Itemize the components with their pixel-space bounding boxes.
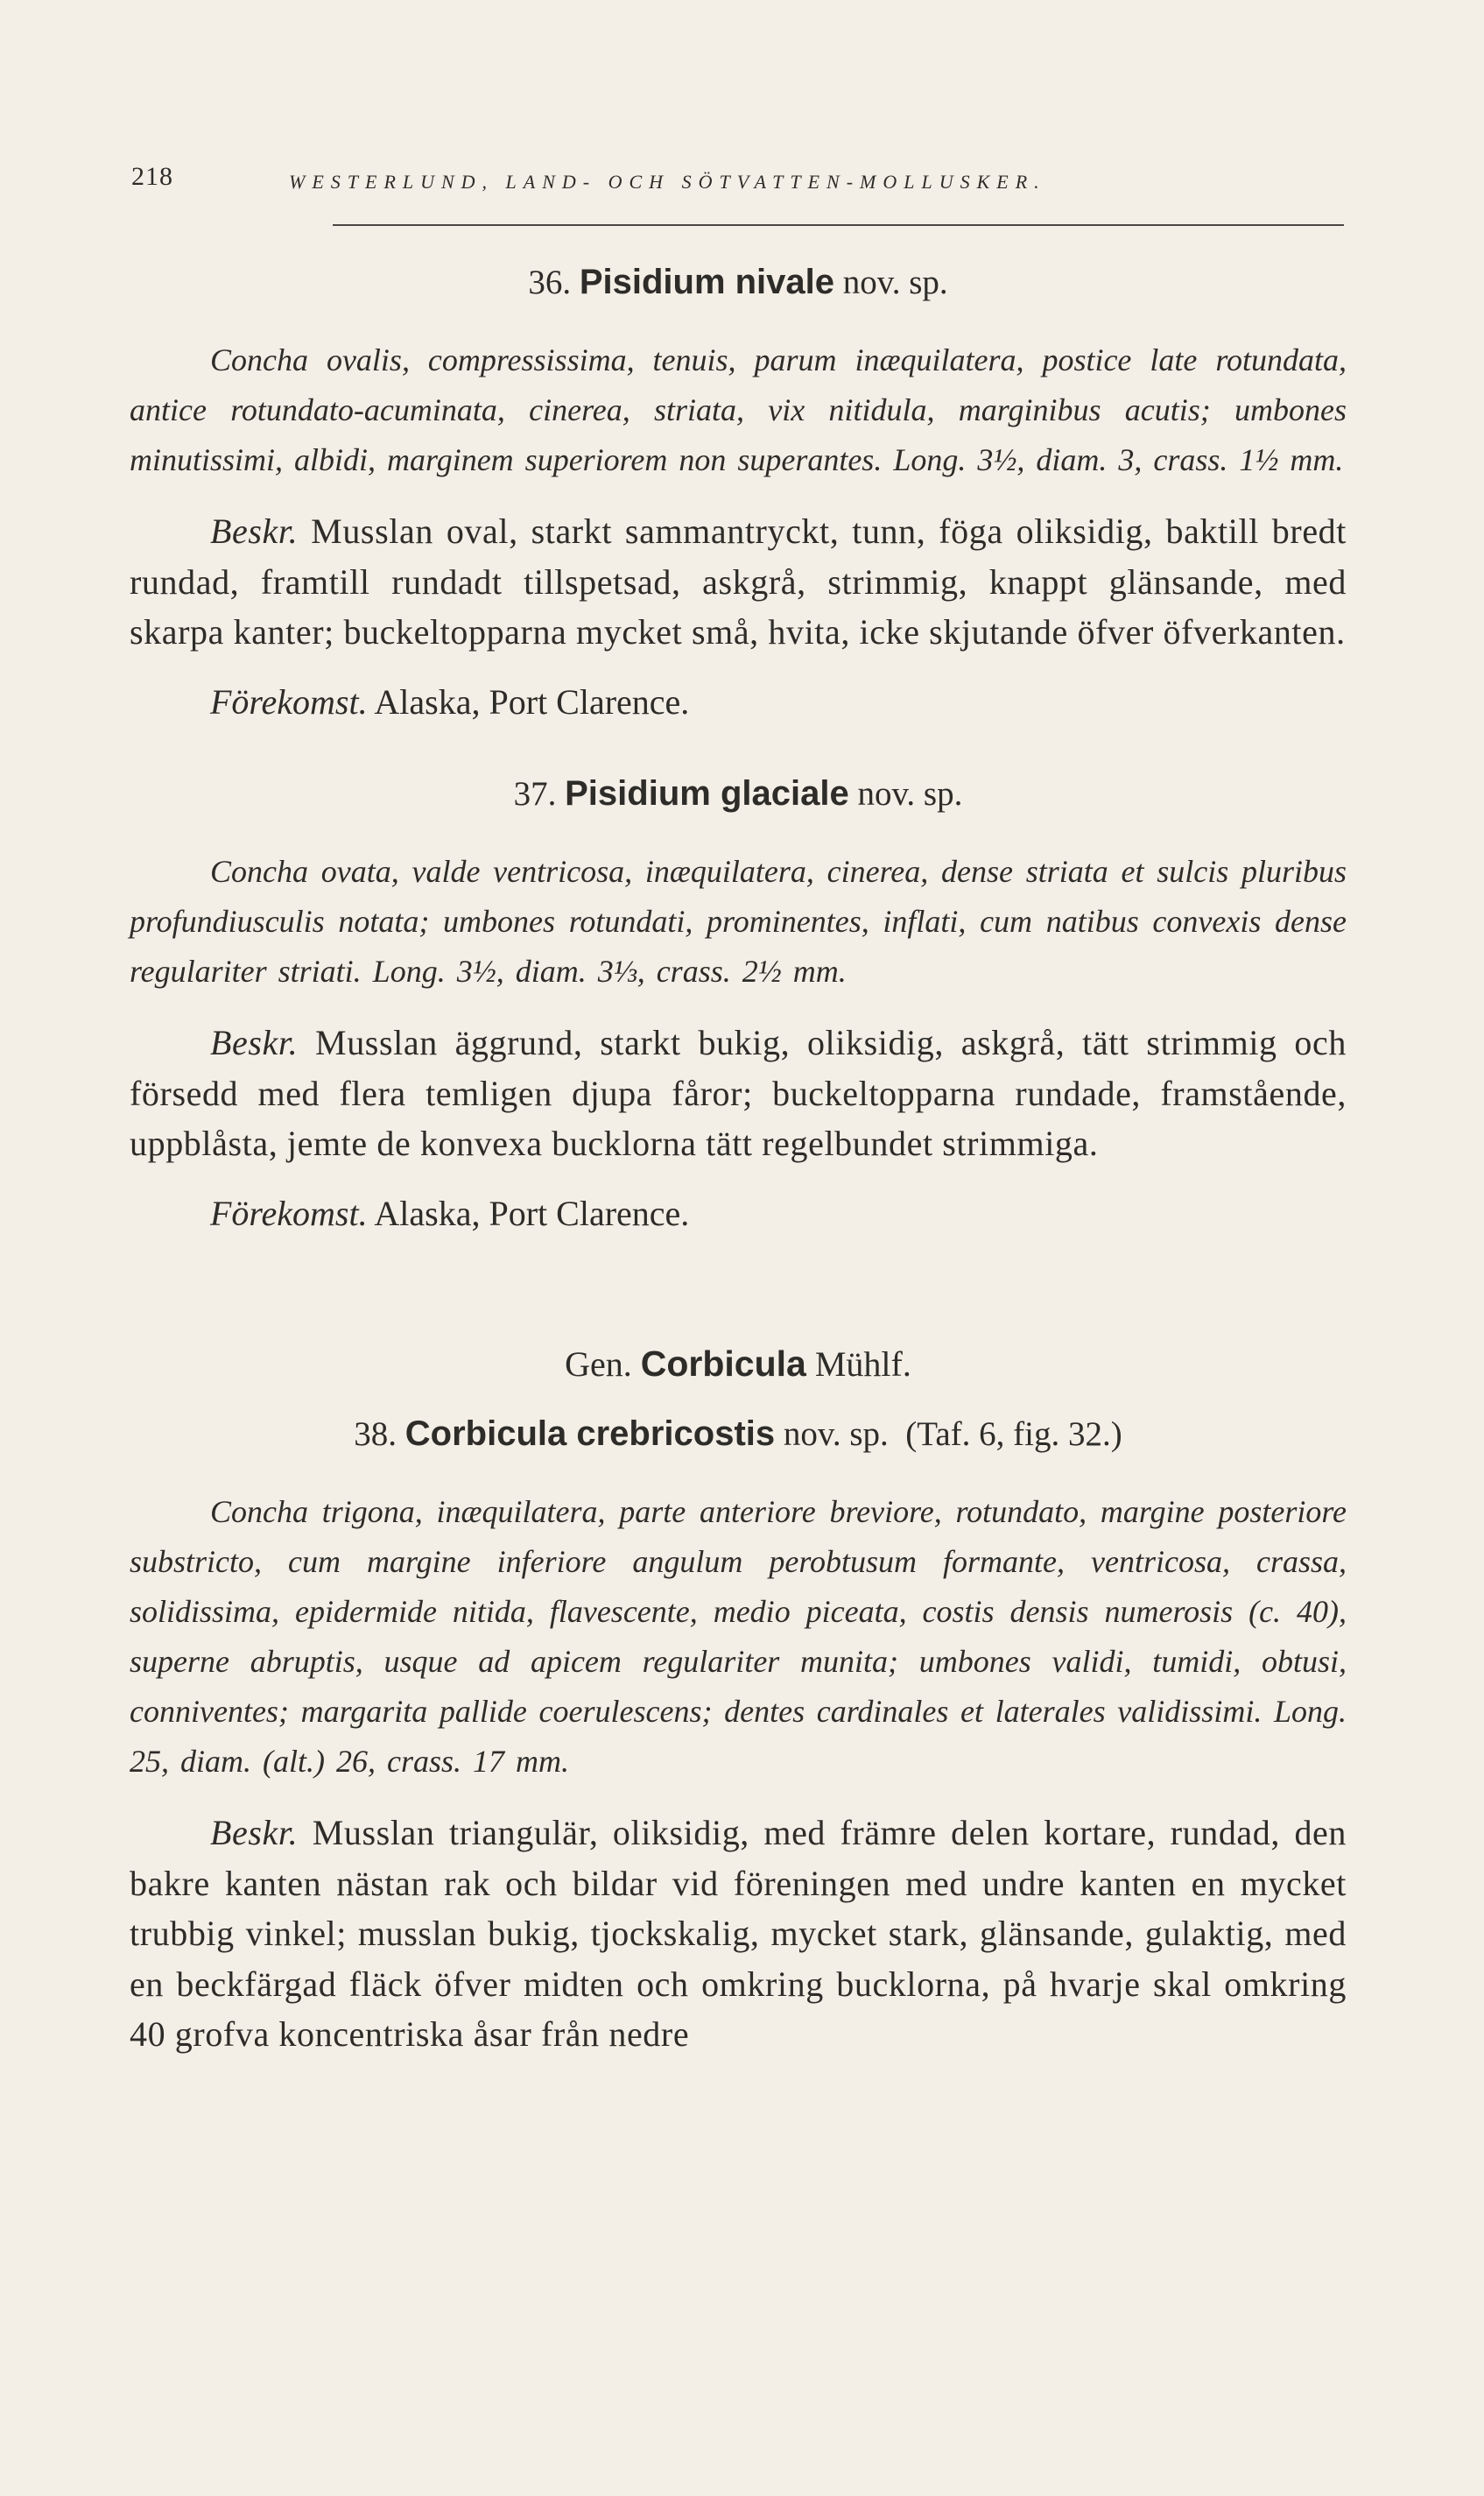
description-label: Beskr. xyxy=(210,511,299,551)
species-number: 38. xyxy=(354,1415,397,1453)
latin-text: Concha ovalis, compressissima, tenuis, parum inæquilatera, postice late rotundata, antice rotundato-acuminata, cinerea, striata, vix nitidula, marginibus acutis; umbones minutissimi, albidi, marginem superiorem non superantes. Long. 3½, diam. 3, crass. 1½ mm. xyxy=(130,342,1347,477)
latin-text: Concha trigona, inæquilatera, parte anteriore breviore, rotundato, margine posteriore substricto, cum margine inferiore angulum perobtusum formante, ventricosa, crassa, solidissima, epidermide nitida, flavescente, medio piceata, costis densis numerosis (c. 40), superne abruptis, usque ad apicem regulariter munita; umbones validi, tumidi, obtusi, conniventes; margarita pallide coerulescens; dentes cardinales et laterales validissimi. Long. 25, diam. (alt.) 26, crass. 17 mm. xyxy=(130,1494,1347,1779)
description-text: Musslan oval, starkt sammantryckt, tunn, föga oliksidig, baktill bredt rundad, framtill rundadt tillspetsad, askgrå, strimmig, knappt glänsande, med skarpa kanter; buckeltopparna mycket små, hvita, icke skjutande öfver öfverkanten. xyxy=(130,511,1347,652)
occurrence-text: Alaska, Port Clarence. xyxy=(374,1193,690,1233)
latin-text: Concha ovata, valde ventricosa, inæquilatera, cinerea, dense striata et sulcis pluribus profundiusculis notata; umbones rotundati, prominentes, inflati, cum natibus convexis dense regulariter striati. Long. 3½, diam. 3⅓, crass. 2½ mm. xyxy=(130,854,1347,989)
species-number: 36. xyxy=(528,264,572,301)
species-suffix: nov. sp. xyxy=(842,264,948,301)
occurrence-37 xyxy=(130,1188,1347,1239)
species-name: Pisidium nivale xyxy=(579,263,835,301)
description-36 xyxy=(130,506,1347,658)
page-header xyxy=(131,162,1344,197)
header-rule xyxy=(333,224,1344,226)
description-label: Beskr. xyxy=(210,1023,299,1062)
description-text: Musslan triangulär, oliksidig, med främre delen kortare, rundad, den bakre kanten nästan rak och bildar vid föreningen med undre kanten en mycket trubbig vinkel; musslan bukig, tjockskalig, mycket stark, glänsande, gulaktig, med en beckfärgad fläck öfver midten och omkring bucklorna, på hvarje skal omkring 40 grofva koncentriska åsar från nedre xyxy=(130,1813,1347,2054)
species-suffix: nov. sp. xyxy=(857,775,963,813)
latin-diagnosis-36 xyxy=(130,335,1347,485)
genus-prefix: Gen. xyxy=(565,1344,632,1384)
latin-diagnosis-37 xyxy=(130,847,1347,997)
species-number: 37. xyxy=(513,775,557,813)
species-name: Corbicula crebricostis xyxy=(404,1414,776,1453)
genus-author: Mühlf. xyxy=(814,1344,911,1384)
page-number: 218 xyxy=(131,162,173,191)
latin-diagnosis-38 xyxy=(130,1487,1347,1787)
occurrence-36 xyxy=(130,677,1347,728)
description-38 xyxy=(130,1808,1347,2060)
genus-name: Corbicula xyxy=(640,1343,806,1384)
species-heading-37 xyxy=(130,774,1347,814)
species-suffix: nov. sp. (Taf. 6, fig. 32.) xyxy=(783,1415,1122,1453)
description-text: Musslan äggrund, starkt bukig, oliksidig, askgrå, tätt strimmig och försedd med flera temligen djupa fåror; buckeltopparna rundade, framstående, uppblåsta, jemte de konvexa bucklorna tätt regelbundet strimmiga. xyxy=(130,1023,1347,1163)
species-name: Pisidium glaciale xyxy=(565,774,849,813)
species-heading-38 xyxy=(130,1414,1347,1454)
species-heading-36 xyxy=(130,263,1347,302)
running-title: WESTERLUND, LAND- OCH SÖTVATTEN-MOLLUSKER. xyxy=(289,171,1046,193)
occurrence-label: Förekomst. xyxy=(210,1193,368,1233)
description-label: Beskr. xyxy=(210,1813,299,1852)
occurrence-text: Alaska, Port Clarence. xyxy=(374,681,690,722)
page-body xyxy=(130,263,1347,2060)
description-37 xyxy=(130,1018,1347,1169)
occurrence-label: Förekomst. xyxy=(210,681,368,722)
genus-heading xyxy=(130,1343,1347,1385)
